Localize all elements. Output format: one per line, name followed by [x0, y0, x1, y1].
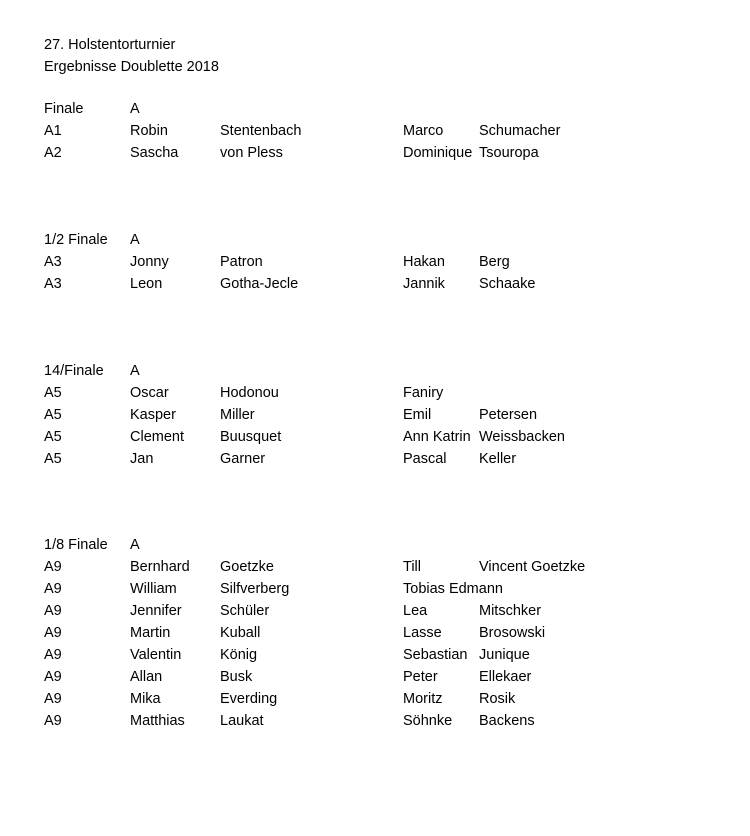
player1-last-name: Everding [220, 691, 278, 707]
player1-first-name: Sascha [130, 145, 179, 161]
section-eighth-final [0, 534, 750, 732]
player2-first-name: Lea [403, 603, 428, 619]
player1-first-name: Valentin [130, 647, 182, 663]
player2-last-name: Schumacher [479, 123, 561, 139]
player1-last-name: Buusquet [220, 429, 282, 445]
placement-cell: A3 [44, 254, 62, 270]
placement-cell: A2 [44, 145, 62, 161]
player2-first-name: Marco [403, 123, 444, 139]
player1-last-name: Stentenbach [220, 123, 302, 139]
placement-cell: A5 [44, 385, 62, 401]
section-group: A [130, 363, 140, 379]
player1-last-name: Schüler [220, 603, 270, 619]
player1-last-name: Patron [220, 254, 263, 270]
result-row [0, 273, 750, 295]
player2-last-name: Schaake [479, 276, 536, 292]
result-row [0, 120, 750, 142]
player1-last-name: Miller [220, 407, 255, 423]
placement-cell: A5 [44, 407, 62, 423]
result-row [0, 382, 750, 404]
player1-first-name: Mika [130, 691, 161, 707]
player2-first-name: Faniry [403, 385, 444, 401]
player2-last-name: Brosowski [479, 625, 546, 641]
player1-first-name: Leon [130, 276, 163, 292]
player1-first-name: Bernhard [130, 559, 190, 575]
document-header [44, 34, 219, 78]
section-header-row [0, 98, 750, 120]
result-row [0, 710, 750, 732]
player1-first-name: Kasper [130, 407, 176, 423]
section-header-row [0, 360, 750, 382]
player1-first-name: William [130, 581, 177, 597]
placement-cell: A9 [44, 647, 62, 663]
section-group: A [130, 232, 140, 248]
placement-cell: A9 [44, 669, 62, 685]
player1-last-name: Garner [220, 451, 266, 467]
player1-last-name: Gotha-Jecle [220, 276, 299, 292]
placement-cell: A9 [44, 603, 62, 619]
placement-cell: A9 [44, 713, 62, 729]
result-row [0, 556, 750, 578]
player2-first-name: Sebastian [403, 647, 468, 663]
result-row [0, 622, 750, 644]
player1-first-name: Oscar [130, 385, 169, 401]
section-half-final [0, 229, 750, 295]
player2-first-name: Lasse [403, 625, 442, 641]
result-row [0, 426, 750, 448]
placement-cell: A9 [44, 581, 62, 597]
result-row [0, 251, 750, 273]
placement-cell: A3 [44, 276, 62, 292]
player2-first-name: Tobias Edmann [403, 581, 503, 597]
player2-first-name: Dominique [403, 145, 473, 161]
player2-first-name: Hakan [403, 254, 445, 270]
player2-first-name: Emil [403, 407, 432, 423]
placement-cell: A9 [44, 691, 62, 707]
placement-cell: A5 [44, 451, 62, 467]
section-label: 1/2 Finale [44, 232, 108, 248]
section-label: Finale [44, 101, 84, 117]
player2-last-name: Keller [479, 451, 517, 467]
document-title: 27. Holstentorturnier [44, 37, 176, 53]
player1-first-name: Allan [130, 669, 163, 685]
section-finale [0, 98, 750, 164]
player2-first-name: Jannik [403, 276, 445, 292]
placement-cell: A9 [44, 625, 62, 641]
player2-first-name: Söhnke [403, 713, 453, 729]
section-header-row [0, 229, 750, 251]
placement-cell: A9 [44, 559, 62, 575]
player1-first-name: Martin [130, 625, 171, 641]
section-label: 14/Finale [44, 363, 104, 379]
section-group: A [130, 537, 140, 553]
player2-last-name: Vincent Goetzke [479, 559, 586, 575]
player1-last-name: Busk [220, 669, 253, 685]
player2-first-name: Moritz [403, 691, 443, 707]
section-label: 1/8 Finale [44, 537, 108, 553]
section-quarter-final [0, 360, 750, 470]
player1-last-name: von Pless [220, 145, 283, 161]
result-row [0, 600, 750, 622]
player2-last-name: Berg [479, 254, 510, 270]
result-row [0, 666, 750, 688]
placement-cell: A1 [44, 123, 62, 139]
player1-last-name: Goetzke [220, 559, 274, 575]
player2-last-name: Rosik [479, 691, 516, 707]
player2-last-name: Ellekaer [479, 669, 532, 685]
player1-first-name: Jennifer [130, 603, 182, 619]
result-row [0, 448, 750, 470]
player1-first-name: Matthias [130, 713, 185, 729]
result-row [0, 404, 750, 426]
player1-first-name: Robin [130, 123, 168, 139]
player1-first-name: Jonny [130, 254, 169, 270]
player2-last-name: Weissbacken [479, 429, 565, 445]
result-row [0, 142, 750, 164]
player2-last-name: Junique [479, 647, 530, 663]
player1-first-name: Jan [130, 451, 154, 467]
section-header-row [0, 534, 750, 556]
player2-last-name: Tsouropa [479, 145, 539, 161]
player2-first-name: Peter [403, 669, 438, 685]
result-row [0, 688, 750, 710]
player2-last-name: Backens [479, 713, 535, 729]
section-group: A [130, 101, 140, 117]
result-row [0, 644, 750, 666]
player2-first-name: Pascal [403, 451, 447, 467]
player2-first-name: Ann Katrin [403, 429, 471, 445]
placement-cell: A5 [44, 429, 62, 445]
result-row [0, 578, 750, 600]
document-subtitle: Ergebnisse Doublette 2018 [44, 59, 219, 75]
player2-first-name: Till [403, 559, 421, 575]
player1-last-name: König [220, 647, 258, 663]
player1-first-name: Clement [130, 429, 184, 445]
player1-last-name: Silfverberg [220, 581, 290, 597]
player2-last-name: Petersen [479, 407, 538, 423]
player2-last-name: Mitschker [479, 603, 542, 619]
player1-last-name: Laukat [220, 713, 264, 729]
player1-last-name: Hodonou [220, 385, 279, 401]
player1-last-name: Kuball [220, 625, 261, 641]
